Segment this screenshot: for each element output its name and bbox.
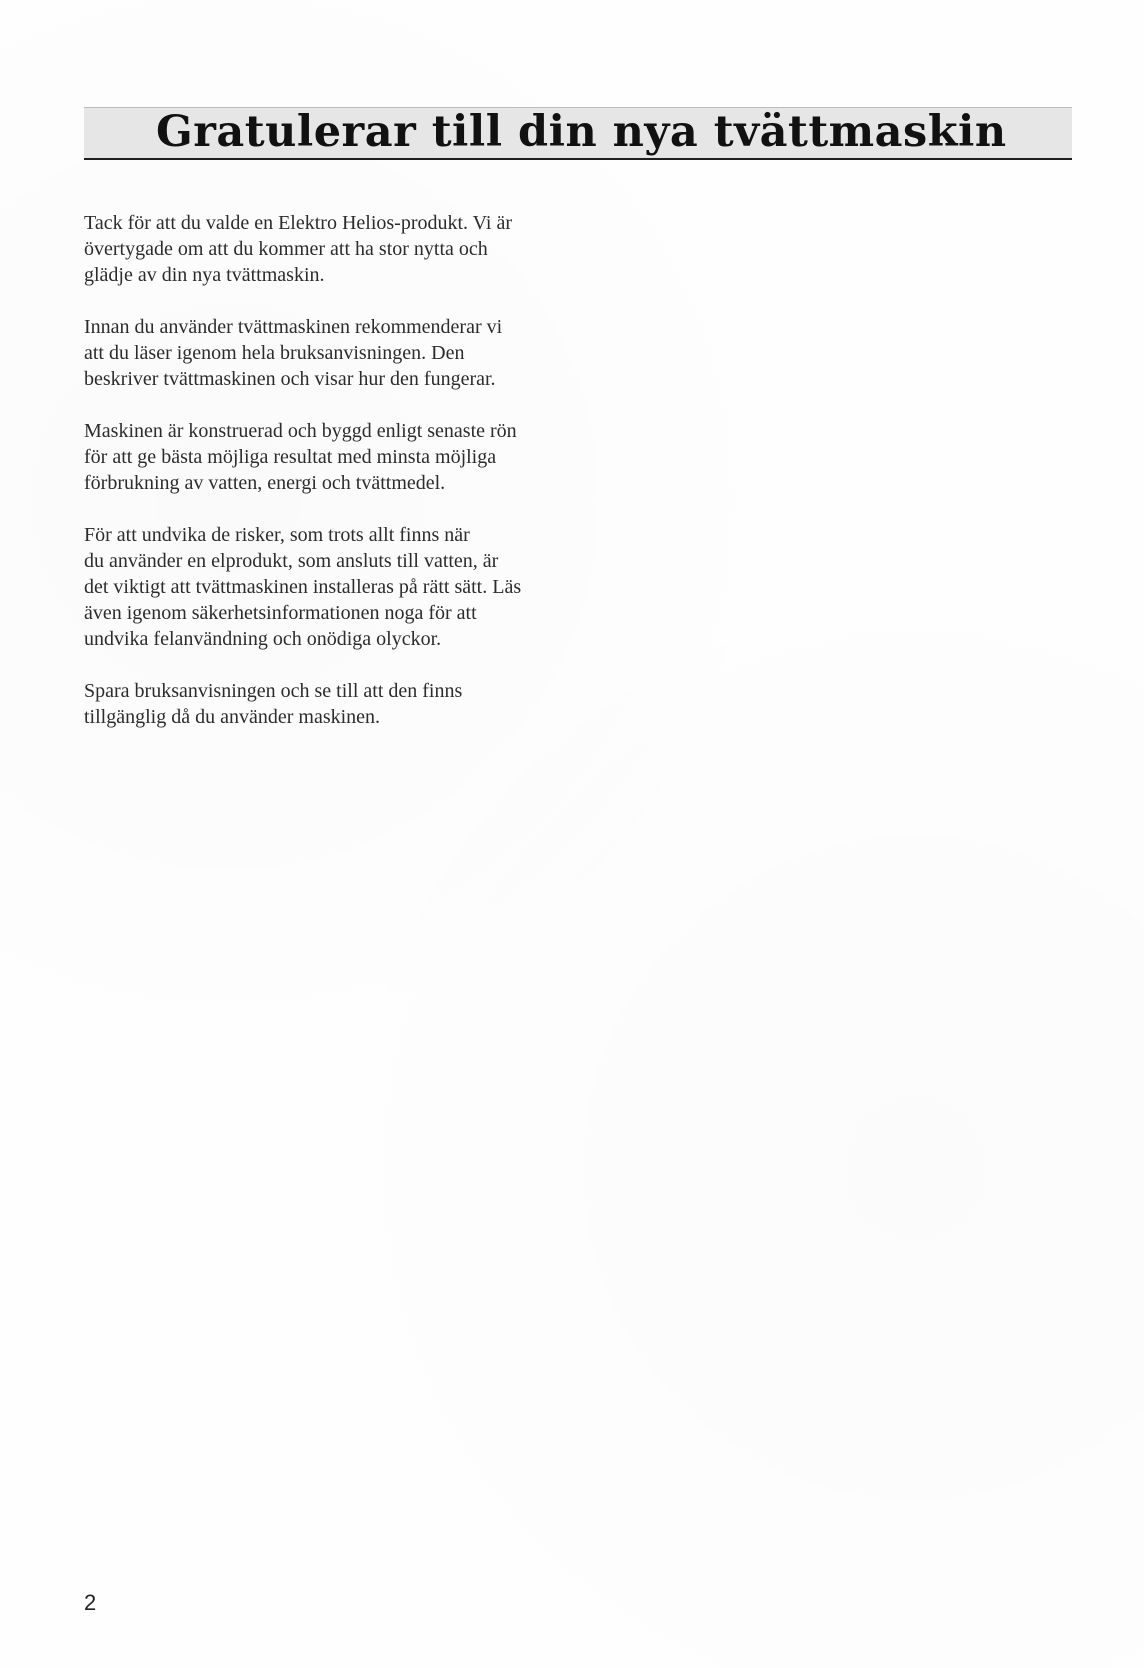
text-line: Spara bruksanvisningen och se till att den finns: [84, 680, 463, 702]
page-number: 2: [84, 1590, 97, 1615]
text-line: Tack för att du valde en Elektro Helios-produkt. Vi är: [84, 212, 513, 234]
text-line: undvika felanvändning och onödiga olyckor.: [84, 628, 442, 650]
paragraph-keep-manual: [84, 678, 584, 730]
text-line: övertygade om att du kommer att ha stor nytta och: [84, 238, 488, 260]
text-line: glädje av din nya tvättmaskin.: [84, 264, 325, 286]
text-line: förbrukning av vatten, energi och tvättmedel.: [84, 472, 446, 494]
paragraph-thanks: [84, 210, 584, 288]
intro-text: [84, 210, 584, 756]
page-title: Gratulerar till din nya tvättmaskin: [156, 107, 1007, 157]
text-line: även igenom säkerhetsinformationen noga för att: [84, 602, 477, 624]
text-line: För att undvika de risker, som trots allt finns när: [84, 524, 470, 546]
text-line: det viktigt att tvättmaskinen installeras på rätt sätt. Läs: [84, 576, 522, 598]
text-line: för att ge bästa möjliga resultat med minsta möjliga: [84, 446, 497, 468]
text-line: tillgänglig då du använder maskinen.: [84, 706, 381, 728]
paragraph-safety: [84, 522, 584, 652]
text-line: att du läser igenom hela bruksanvisningen. Den: [84, 342, 465, 364]
text-line: du använder en elprodukt, som ansluts till vatten, är: [84, 550, 499, 572]
text-line: beskriver tvättmaskinen och visar hur den fungerar.: [84, 368, 496, 390]
paragraph-construction: [84, 418, 584, 496]
text-line: Innan du använder tvättmaskinen rekommenderar vi: [84, 316, 503, 338]
text-line: Maskinen är konstruerad och byggd enligt senaste rön: [84, 420, 517, 442]
paragraph-read-manual: [84, 314, 584, 392]
